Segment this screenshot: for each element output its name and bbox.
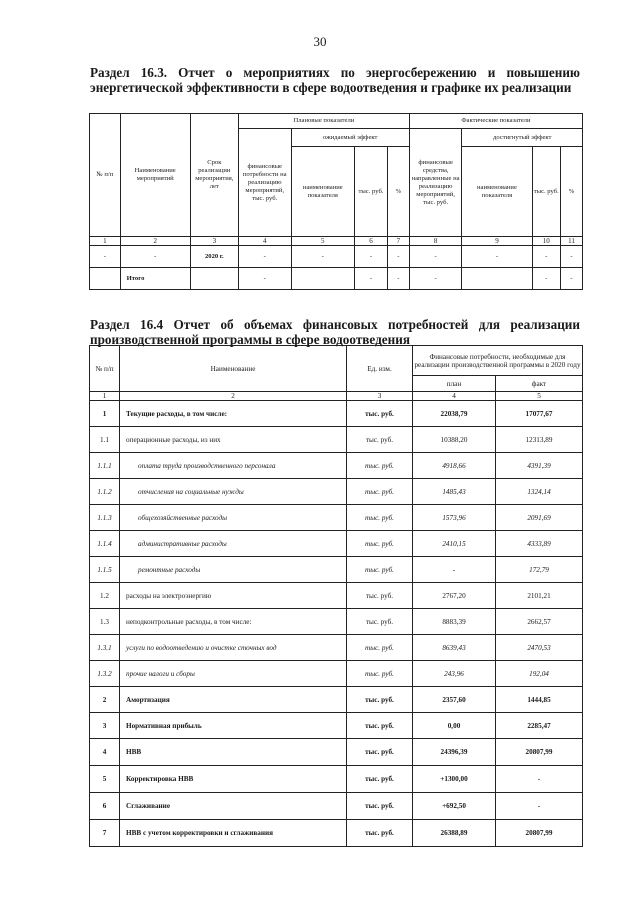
row-number: 1.1.1: [90, 453, 120, 479]
row-fact: 1444,85: [496, 687, 583, 713]
row-name: прочие налоги и сборы: [120, 661, 347, 687]
header-planned-group: Плановые показатели: [238, 114, 409, 129]
financial-needs-table: [89, 345, 583, 847]
row-unit: тыс. руб.: [347, 427, 413, 453]
row-name: Текущие расходы, в том числе:: [120, 401, 347, 427]
row-name: отчисления на социальные нужды: [120, 479, 347, 505]
table-row-total: [90, 268, 583, 290]
col-number: 5: [496, 392, 583, 401]
row-plan: 8883,39: [413, 609, 496, 635]
cell: [462, 268, 532, 290]
table-row: [90, 713, 583, 739]
cell: [90, 268, 121, 290]
row-plan: 8639,43: [413, 635, 496, 661]
row-number: 1: [90, 401, 120, 427]
table-row: [90, 609, 583, 635]
row-name: Нормативная прибыль: [120, 713, 347, 739]
header-unit: Ед. изм.: [347, 346, 413, 392]
row-name: неподконтрольные расходы, в том числе:: [120, 609, 347, 635]
row-unit: тыс. руб.: [347, 766, 413, 793]
header-num: № п/п: [90, 114, 121, 237]
row-number: 1.1.4: [90, 531, 120, 557]
row-plan: 0,00: [413, 713, 496, 739]
row-name: общехозяйственные расходы: [120, 505, 347, 531]
table-row: [90, 557, 583, 583]
row-unit: тыс. руб.: [347, 505, 413, 531]
row-name: НВВ с учетом корректировки и сглаживания: [120, 820, 347, 847]
row-fact: -: [496, 766, 583, 793]
row-fact: 172,79: [496, 557, 583, 583]
row-plan: +692,50: [413, 793, 496, 820]
row-number: 4: [90, 739, 120, 766]
row-unit: тыс. руб.: [347, 401, 413, 427]
cell: -: [560, 246, 582, 268]
col-number: 3: [190, 237, 238, 246]
cell: -: [238, 268, 291, 290]
row-number: 1.1.2: [90, 479, 120, 505]
header-expected-indicator: наименование показателя: [291, 147, 355, 237]
row-fact: -: [496, 793, 583, 820]
cell: -: [387, 246, 409, 268]
header-name: Наименование: [120, 346, 347, 392]
table-row: [90, 479, 583, 505]
row-plan: 26388,89: [413, 820, 496, 847]
row-fact: 2662,57: [496, 609, 583, 635]
row-unit: тыс. руб.: [347, 713, 413, 739]
col-number: 6: [355, 237, 388, 246]
cell: -: [409, 268, 462, 290]
row-unit: тыс. руб.: [347, 739, 413, 766]
table-row: [90, 531, 583, 557]
row-name: Сглаживание: [120, 793, 347, 820]
row-number: 2: [90, 687, 120, 713]
row-name: Амортизация: [120, 687, 347, 713]
row-fact: 2285,47: [496, 713, 583, 739]
row-number: 7: [90, 820, 120, 847]
table-row: [90, 820, 583, 847]
total-label: Итого: [120, 268, 190, 290]
row-name: ремонтные расходы: [120, 557, 347, 583]
row-number: 6: [90, 793, 120, 820]
cell: 2020 г.: [190, 246, 238, 268]
row-plan: +1300,00: [413, 766, 496, 793]
row-plan: -: [413, 557, 496, 583]
table-row: [90, 427, 583, 453]
table-row: [90, 401, 583, 427]
row-number: 1.2: [90, 583, 120, 609]
row-plan: 2767,20: [413, 583, 496, 609]
table-row: [90, 246, 583, 268]
header-term: Срок реализации мероприятия, лет: [190, 114, 238, 237]
table-row: [90, 453, 583, 479]
section-16-3-heading: Раздел 16.3. Отчет о мероприятиях по энергосбережению и повышению энергетической эффективности в сфере водоотведения и графике их реализации: [90, 65, 580, 95]
row-plan: 243,96: [413, 661, 496, 687]
header-financial-needs: Финансовые потребности, необходимые для реализации производственной программы в 2020 году: [413, 346, 583, 376]
cell: -: [387, 268, 409, 290]
header-actual-group: Фактические показатели: [409, 114, 582, 129]
header-name: Наименование мероприятий: [120, 114, 190, 237]
row-fact: 2101,21: [496, 583, 583, 609]
row-plan: 1485,43: [413, 479, 496, 505]
cell: -: [238, 246, 291, 268]
row-unit: тыс. руб.: [347, 661, 413, 687]
header-actual-finance: финансовые средства, направленные на реализацию мероприятий, тыс. руб.: [409, 129, 462, 237]
row-fact: 17077,67: [496, 401, 583, 427]
row-plan: 2410,15: [413, 531, 496, 557]
row-plan: 22038,79: [413, 401, 496, 427]
row-unit: тыс. руб.: [347, 479, 413, 505]
header-achieved-percent: %: [560, 147, 582, 237]
financial-needs-body: [90, 401, 583, 847]
row-name: операционные расходы, из них: [120, 427, 347, 453]
col-number: 9: [462, 237, 532, 246]
col-number: 1: [90, 237, 121, 246]
header-achieved-indicator: наименование показателя: [462, 147, 532, 237]
header-achieved-thous-rub: тыс. руб.: [532, 147, 560, 237]
row-fact: 20807,99: [496, 739, 583, 766]
row-number: 1.1: [90, 427, 120, 453]
col-number: 4: [413, 392, 496, 401]
table-row: [90, 793, 583, 820]
row-unit: тыс. руб.: [347, 820, 413, 847]
cell: -: [120, 246, 190, 268]
header-num: № п/п: [90, 346, 120, 392]
header-fact: факт: [496, 376, 583, 392]
row-plan: 2357,60: [413, 687, 496, 713]
row-name: услуги по водоотведению и очистке сточных вод: [120, 635, 347, 661]
col-number: 3: [347, 392, 413, 401]
header-expected-effect: ожидаемый эффект: [291, 129, 409, 147]
row-fact: 12313,89: [496, 427, 583, 453]
cell: -: [462, 246, 532, 268]
cell: -: [291, 246, 355, 268]
col-number: 2: [120, 237, 190, 246]
row-unit: тыс. руб.: [347, 531, 413, 557]
page-number: 30: [313, 34, 327, 49]
table-row: [90, 739, 583, 766]
row-plan: 10388,20: [413, 427, 496, 453]
row-unit: тыс. руб.: [347, 583, 413, 609]
table-row: [90, 766, 583, 793]
row-plan: 1573,96: [413, 505, 496, 531]
row-name: НВВ: [120, 739, 347, 766]
col-number: 4: [238, 237, 291, 246]
cell: -: [532, 246, 560, 268]
row-number: 5: [90, 766, 120, 793]
cell: [190, 268, 238, 290]
row-fact: 2091,69: [496, 505, 583, 531]
cell: -: [90, 246, 121, 268]
row-unit: тыс. руб.: [347, 557, 413, 583]
row-fact: 2470,53: [496, 635, 583, 661]
row-number: 1.1.3: [90, 505, 120, 531]
row-unit: тыс. руб.: [347, 793, 413, 820]
col-number: 7: [387, 237, 409, 246]
row-name: расходы на электроэнергию: [120, 583, 347, 609]
col-number: 1: [90, 392, 120, 401]
table-row: [90, 661, 583, 687]
row-fact: 1324,14: [496, 479, 583, 505]
row-number: 1.1.5: [90, 557, 120, 583]
row-fact: 192,04: [496, 661, 583, 687]
row-number: 1.3.1: [90, 635, 120, 661]
row-fact: 20807,99: [496, 820, 583, 847]
row-plan: 4918,66: [413, 453, 496, 479]
header-expected-percent: %: [387, 147, 409, 237]
row-unit: тыс. руб.: [347, 687, 413, 713]
cell: -: [355, 268, 388, 290]
row-unit: тыс. руб.: [347, 635, 413, 661]
table-row: [90, 687, 583, 713]
cell: -: [532, 268, 560, 290]
cell: -: [355, 246, 388, 268]
row-unit: тыс. руб.: [347, 609, 413, 635]
cell: [291, 268, 355, 290]
row-name: оплата труда производственного персонала: [120, 453, 347, 479]
table-row: [90, 583, 583, 609]
row-number: 3: [90, 713, 120, 739]
table-row: [90, 635, 583, 661]
row-unit: тыс. руб.: [347, 453, 413, 479]
header-plan-finance: финансовые потребности на реализацию мероприятий, тыс. руб.: [238, 129, 291, 237]
col-number: 2: [120, 392, 347, 401]
cell: -: [409, 246, 462, 268]
cell: -: [560, 268, 582, 290]
header-achieved-effect: достигнутый эффект: [462, 129, 583, 147]
row-number: 1.3: [90, 609, 120, 635]
row-name: административные расходы: [120, 531, 347, 557]
measures-report-table: [89, 113, 583, 290]
section-16-4-heading: Раздел 16.4 Отчет об объемах финансовых потребностей для реализации производственной программы в сфере водоотведения: [90, 317, 580, 347]
row-plan: 24396,39: [413, 739, 496, 766]
col-number: 5: [291, 237, 355, 246]
table-row: [90, 505, 583, 531]
col-number: 8: [409, 237, 462, 246]
col-number: 10: [532, 237, 560, 246]
col-number: 11: [560, 237, 582, 246]
row-name: Корректировка НВВ: [120, 766, 347, 793]
row-fact: 4391,39: [496, 453, 583, 479]
header-plan: план: [413, 376, 496, 392]
header-expected-thous-rub: тыс. руб.: [355, 147, 388, 237]
row-fact: 4333,89: [496, 531, 583, 557]
row-number: 1.3.2: [90, 661, 120, 687]
